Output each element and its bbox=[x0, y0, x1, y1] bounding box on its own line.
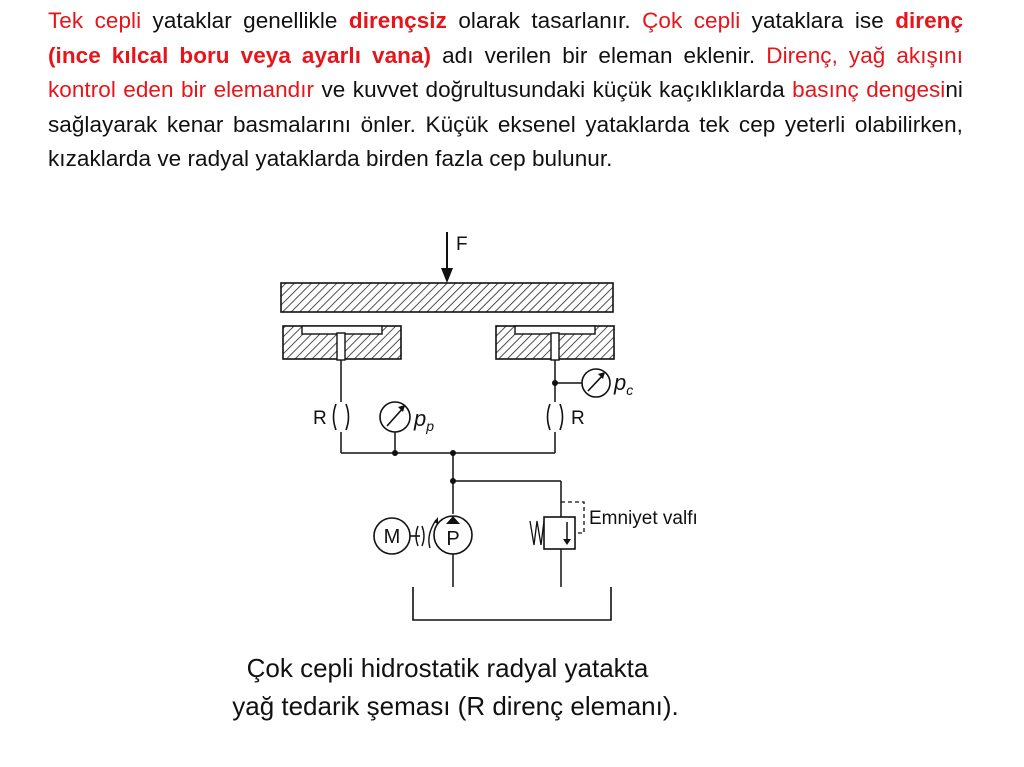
paragraph-run: ni sağlayarak kenar basmalarını önler. Küçük eksenel yataklarda tek cep yeterli olabilirken, kızaklarda ve radyal yataklarda birden fazla cep bulunur. bbox=[48, 77, 963, 172]
pressure-gauge-pp bbox=[380, 402, 410, 432]
bearing-pad-left bbox=[283, 326, 401, 360]
resistor-right bbox=[548, 404, 563, 430]
paragraph-run: dirençsiz bbox=[348, 8, 447, 33]
junction-dots bbox=[392, 380, 558, 484]
caption-line-1: Çok cepli hidrostatik radyal yatakta bbox=[246, 653, 649, 683]
paragraph-run: yataklara ise bbox=[740, 8, 896, 33]
paragraph-run: yataklar genellikle bbox=[141, 8, 349, 33]
motor-label: M bbox=[383, 526, 401, 548]
paragraph-run: adı verilen bir eleman eklenir. bbox=[431, 42, 767, 68]
oil-tank bbox=[413, 587, 611, 620]
resistor-left-label: R bbox=[313, 408, 327, 429]
paragraph-run: Direnç, yağ akışını kontrol eden bir elemandır bbox=[48, 42, 964, 103]
supply-lines bbox=[341, 360, 583, 587]
resistor-right-label: R bbox=[571, 408, 585, 429]
gauge-pp-label: $p_p$ bbox=[414, 406, 435, 434]
top-plate bbox=[281, 283, 613, 312]
force-label: F bbox=[456, 234, 468, 255]
gauge-pc-label: $p_c$ bbox=[614, 370, 634, 398]
pump-label: P bbox=[446, 528, 460, 550]
valve-label: Emniyet valfı bbox=[589, 508, 698, 529]
paragraph-run: Çok cepli bbox=[642, 8, 741, 33]
pressure-gauge-pc bbox=[582, 369, 610, 397]
paragraph-run: Tek cepli bbox=[48, 8, 142, 33]
paragraph-run: basınç dengesi bbox=[792, 77, 946, 103]
paragraph-run: ve kuvvet doğrultusundaki küçük kaçıklıklarda bbox=[314, 77, 793, 103]
paragraph-run: olarak tasarlanır. bbox=[446, 8, 643, 33]
paragraph-run: direnç (ince kılcal boru veya ayarlı vana) bbox=[48, 8, 964, 68]
relief-valve bbox=[530, 502, 584, 549]
resistor-left bbox=[334, 404, 349, 430]
force-arrow bbox=[441, 232, 453, 283]
caption-line-2: yağ tedarik şeması (R direnç elemanı). bbox=[232, 691, 679, 721]
bearing-pad-right bbox=[496, 326, 614, 360]
